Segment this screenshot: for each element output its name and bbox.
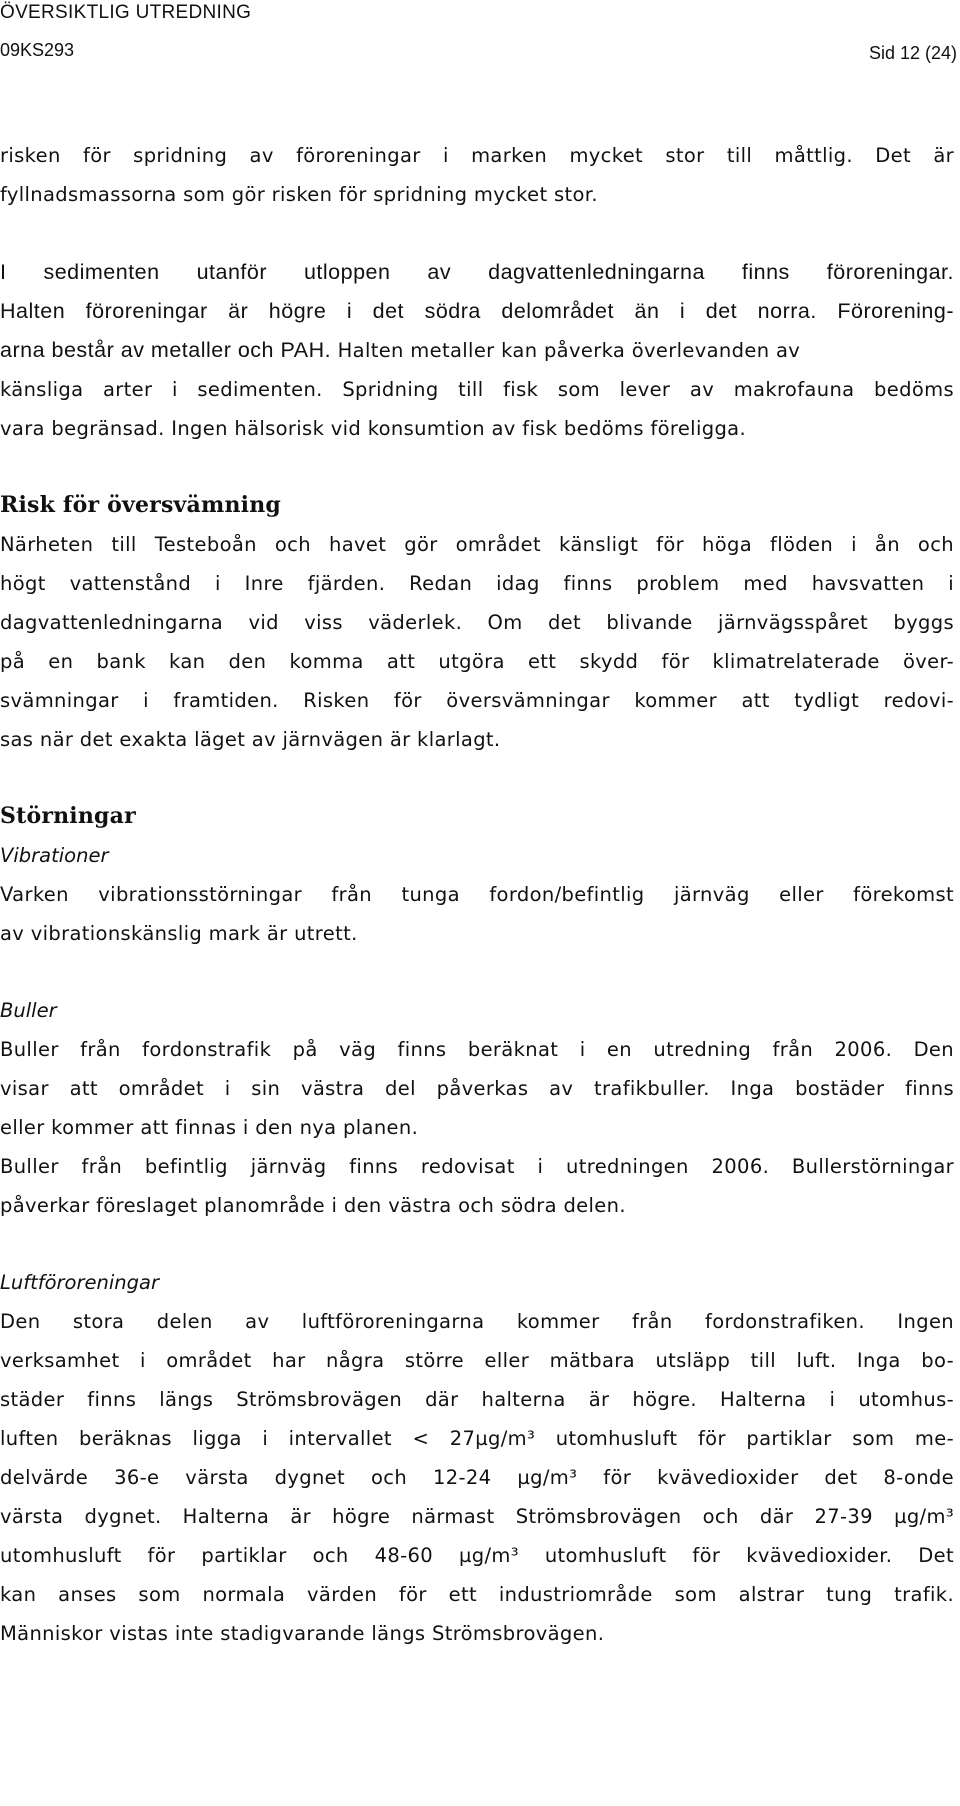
paragraph-line: eller kommer att finnas i den nya planen. bbox=[0, 1116, 419, 1139]
paragraph-line: Den stora delen av luftföroreningarna kommer från fordonstrafiken. Ingen bbox=[0, 1310, 954, 1333]
document-code: 09KS293 bbox=[0, 40, 75, 60]
paragraph-line: fyllnadsmassorna som gör risken för spridning mycket stor. bbox=[0, 183, 598, 206]
subsection-heading: Buller bbox=[0, 999, 57, 1022]
paragraph-line: visar att området i sin västra del påverkas av trafikbuller. Inga bostäder finns bbox=[0, 1077, 954, 1100]
line-segment: arna består av metaller och PAH. bbox=[0, 338, 332, 362]
paragraph-line: värsta dygnet. Halterna är högre närmast Strömsbrovägen och där 27-39 µg/m³ bbox=[0, 1505, 954, 1528]
paragraph-spacer bbox=[0, 1225, 954, 1263]
paragraph-line: påverkar föreslaget planområde i den västra och södra delen. bbox=[0, 1194, 626, 1217]
paragraph-line: Halten föroreningar är högre i det södra delområdet än i det norra. Förorening- bbox=[0, 299, 954, 323]
paragraph-line: Buller från fordonstrafik på väg finns beräknat i en utredning från 2006. Den bbox=[0, 1038, 954, 1061]
paragraph-line: risken för spridning av föroreningar i marken mycket stor till måttlig. Det är bbox=[0, 144, 954, 167]
section-heading: Störningar bbox=[0, 803, 136, 829]
document-body bbox=[0, 136, 954, 1653]
paragraph-line: svämningar i framtiden. Risken för översvämningar kommer att tydligt redovi- bbox=[0, 689, 954, 712]
paragraph-line: luften beräknas ligga i intervallet < 27µg/m³ utomhusluft för partiklar som me- bbox=[0, 1427, 954, 1450]
paragraph-line: på en bank kan den komma att utgöra ett skydd för klimatrelaterade över- bbox=[0, 650, 954, 673]
paragraph-line: kan anses som normala värden för ett industriområde som alstrar tung trafik. bbox=[0, 1583, 954, 1606]
paragraph-spacer bbox=[0, 214, 954, 253]
paragraph-spacer bbox=[0, 759, 954, 797]
paragraph-line: av vibrationskänslig mark är utrett. bbox=[0, 922, 358, 945]
paragraph-spacer bbox=[0, 953, 954, 991]
subsection-heading: Vibrationer bbox=[0, 844, 109, 867]
paragraph-line: städer finns längs Strömsbrovägen där halterna är högre. Halterna i utomhus- bbox=[0, 1388, 954, 1411]
header-title: ÖVERSIKTLIG UTREDNING bbox=[0, 2, 252, 23]
section-heading: Risk för översvämning bbox=[0, 492, 281, 518]
line-segment: Halten metaller kan påverka överlevanden av bbox=[331, 339, 801, 362]
paragraph-spacer bbox=[0, 448, 954, 486]
paragraph-line: känsliga arter i sedimenten. Spridning till fisk som lever av makrofauna bedöms bbox=[0, 378, 954, 401]
paragraph-line-mixed bbox=[0, 331, 954, 370]
paragraph-line: Varken vibrationsstörningar från tunga fordon/befintlig järnväg eller förekomst bbox=[0, 883, 954, 906]
page-number: Sid 12 (24) bbox=[868, 43, 957, 63]
paragraph-line: sas när det exakta läget av järnvägen är klarlagt. bbox=[0, 728, 501, 751]
paragraph-line: verksamhet i området har några större eller mätbara utsläpp till luft. Inga bo- bbox=[0, 1349, 954, 1372]
paragraph-line: Människor vistas inte stadigvarande längs Strömsbrovägen. bbox=[0, 1622, 605, 1645]
paragraph-line: högt vattenstånd i Inre fjärden. Redan idag finns problem med havsvatten i bbox=[0, 572, 954, 595]
paragraph-line: I sedimenten utanför utloppen av dagvattenledningarna finns föroreningar. bbox=[0, 260, 954, 284]
paragraph-line: dagvattenledningarna vid viss väderlek. Om det blivande järnvägsspåret byggs bbox=[0, 611, 954, 634]
paragraph-line: Buller från befintlig järnväg finns redovisat i utredningen 2006. Bullerstörningar bbox=[0, 1155, 954, 1178]
paragraph-line: utomhusluft för partiklar och 48-60 µg/m³ utomhusluft för kvävedioxider. Det bbox=[0, 1544, 954, 1567]
paragraph-line: vara begränsad. Ingen hälsorisk vid konsumtion av fisk bedöms föreligga. bbox=[0, 417, 747, 440]
paragraph-line: delvärde 36-e värsta dygnet och 12-24 µg/m³ för kvävedioxider det 8-onde bbox=[0, 1466, 954, 1489]
paragraph-line: Närheten till Testeboån och havet gör området känsligt för höga flöden i ån och bbox=[0, 533, 954, 556]
subsection-heading: Luftföroreningar bbox=[0, 1271, 159, 1294]
